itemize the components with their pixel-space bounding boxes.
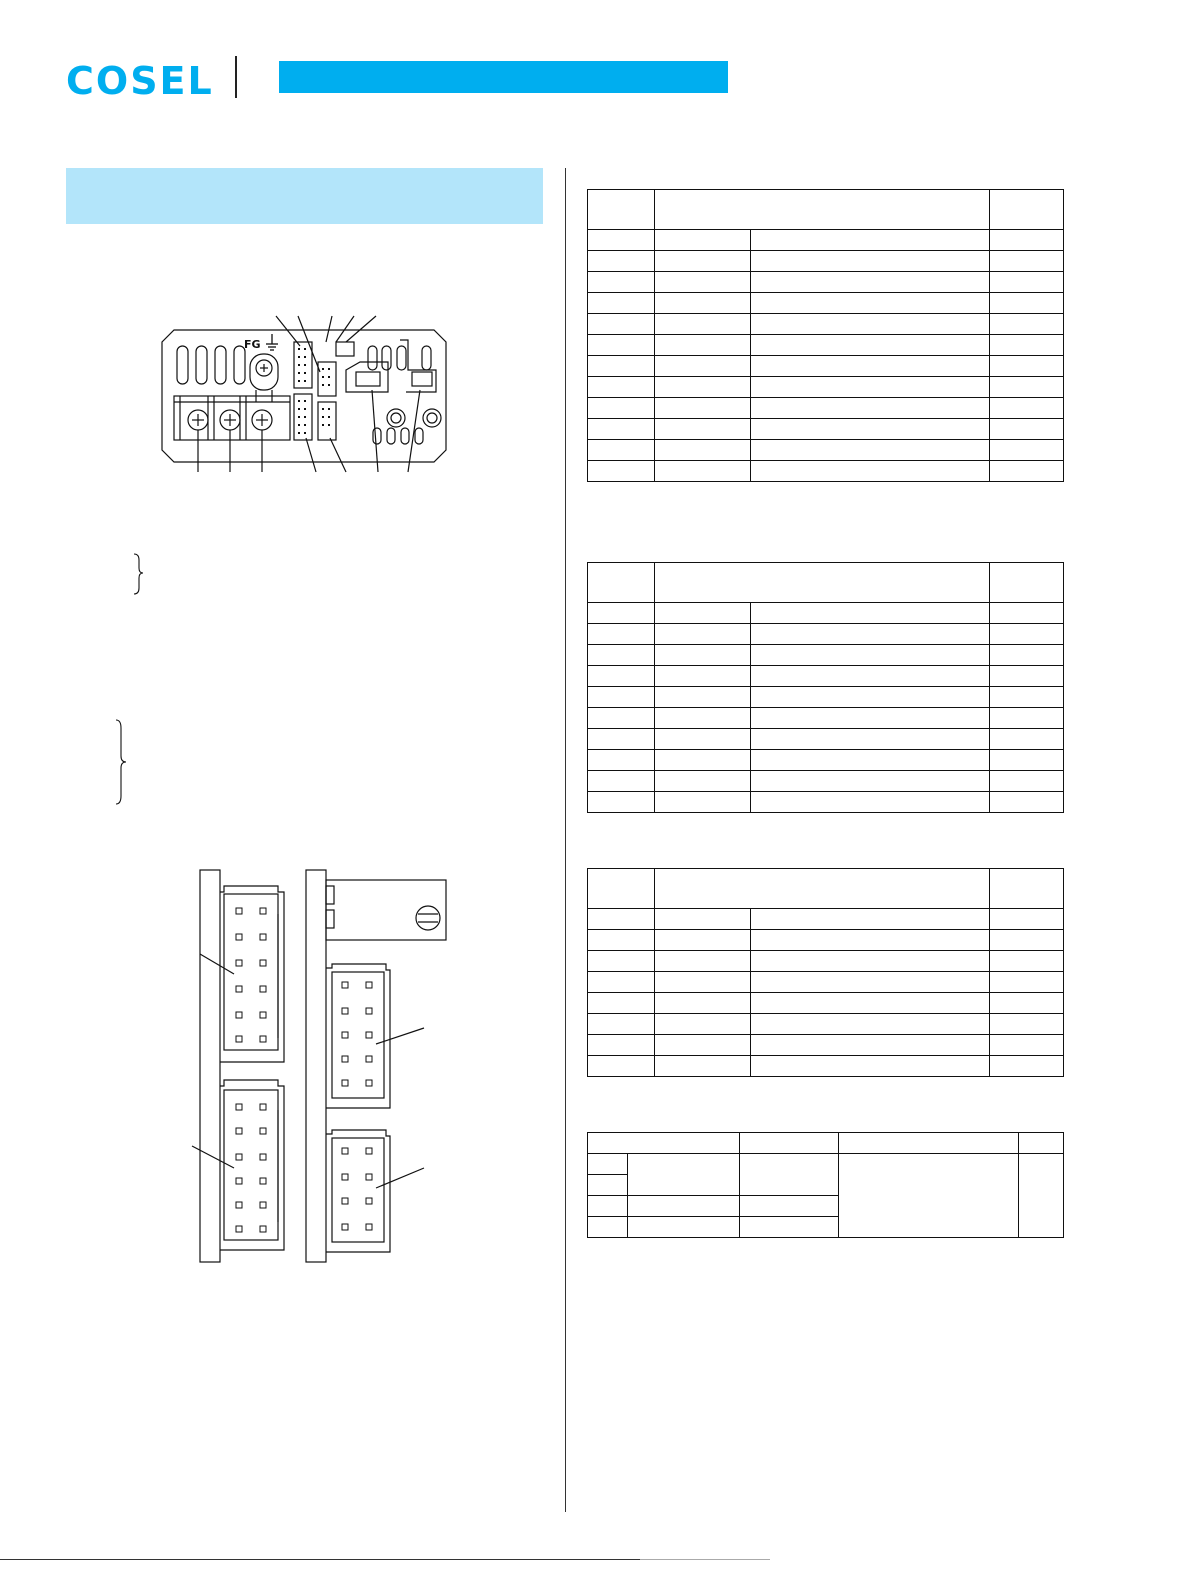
table-row: [588, 930, 1064, 951]
table-row: [588, 335, 1064, 356]
spec-table-1: [587, 189, 1064, 482]
table-header-row: [588, 563, 1064, 603]
svg-text:COSEL: COSEL: [66, 59, 214, 103]
table-header-row: [588, 1133, 1064, 1154]
title-bar: [279, 61, 728, 93]
spec-table-4: [587, 1132, 1064, 1238]
table-row: [588, 666, 1064, 687]
table-row: [588, 729, 1064, 750]
section-header-band: [66, 168, 543, 224]
footer-rule: [0, 1559, 640, 1560]
table-row: [588, 440, 1064, 461]
cosel-logo: [66, 56, 216, 104]
table-row: [588, 993, 1064, 1014]
table-row: [588, 230, 1064, 251]
table-row: [588, 377, 1064, 398]
logo-separator: [235, 56, 237, 98]
table-row: [588, 624, 1064, 645]
table-row: [588, 909, 1064, 930]
table-row: [588, 251, 1064, 272]
spec-table-2: [587, 562, 1064, 813]
ground-symbol-icon: [266, 334, 278, 350]
table-row: [588, 419, 1064, 440]
column-divider: [565, 168, 566, 1512]
table-row: [588, 708, 1064, 729]
front-panel-drawing: [150, 310, 460, 480]
spec-table-3: [587, 868, 1064, 1077]
table-row: [588, 687, 1064, 708]
brace-2: [112, 718, 132, 806]
table-row: [588, 1056, 1064, 1077]
table-row: [588, 356, 1064, 377]
brace-1: [128, 552, 148, 596]
table-row: [588, 1035, 1064, 1056]
table-header-row: [588, 869, 1064, 909]
fg-label: FG: [244, 338, 261, 351]
table-row: [588, 461, 1064, 482]
connector-detail-drawing: [180, 862, 460, 1266]
table-row: [588, 272, 1064, 293]
table-row: [588, 645, 1064, 666]
table-row: [588, 398, 1064, 419]
table-row: [588, 771, 1064, 792]
table-row: [588, 603, 1064, 624]
footer-rule-faint: [640, 1559, 770, 1560]
table-header-row: [588, 190, 1064, 230]
table-row: [588, 314, 1064, 335]
table-row: [588, 293, 1064, 314]
table-row: [588, 750, 1064, 771]
table-row: [588, 951, 1064, 972]
table-row: [588, 1014, 1064, 1035]
table-row: [588, 972, 1064, 993]
table-row: [588, 1154, 1064, 1175]
table-row: [588, 792, 1064, 813]
